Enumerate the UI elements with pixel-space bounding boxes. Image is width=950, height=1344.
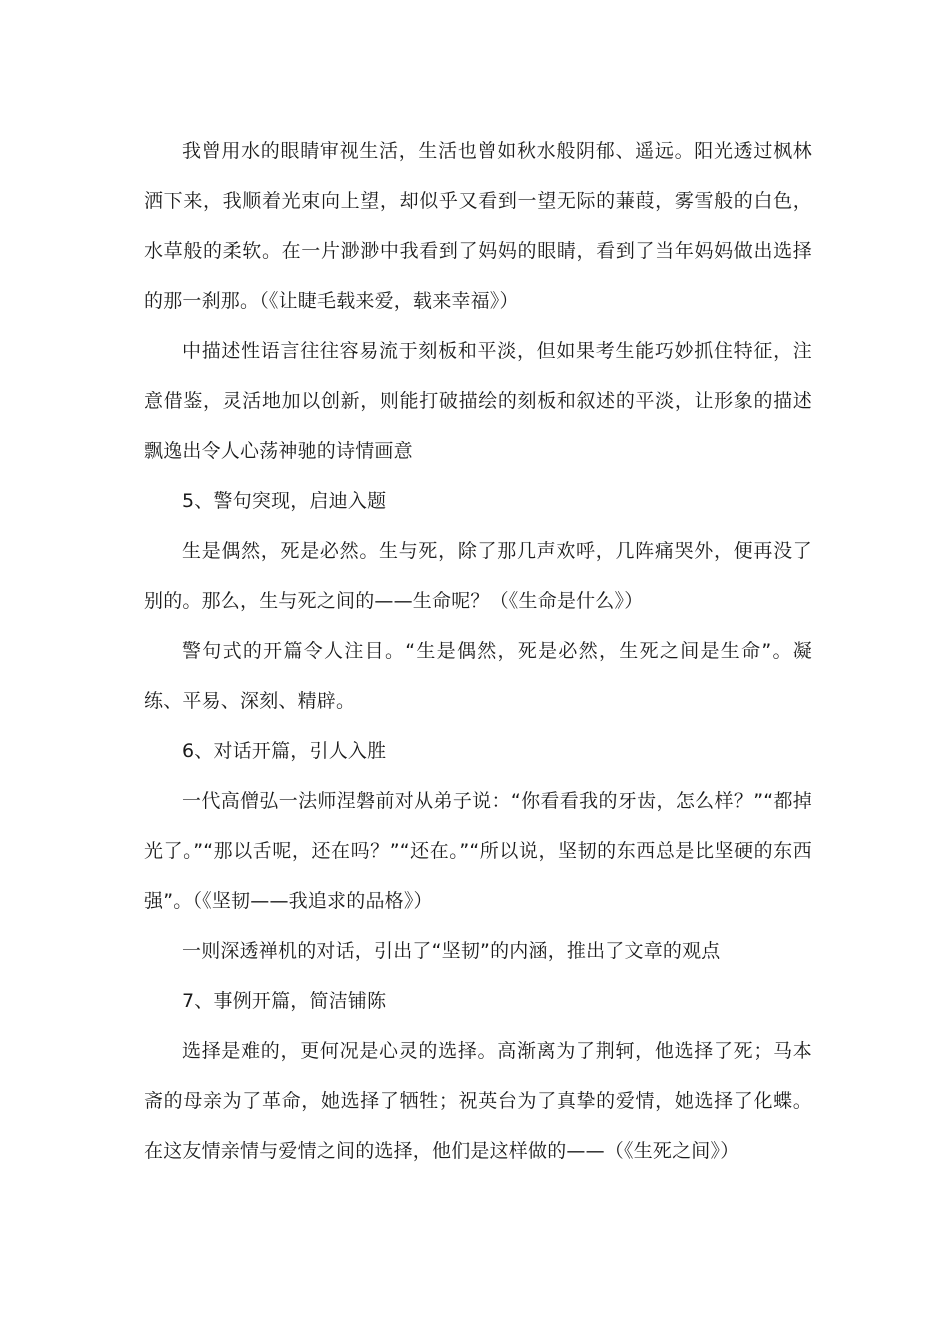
paragraph-life-and-death: 生是偶然，死是必然。生与死，除了那几声欢呼，几阵痛哭外，便再没了别的。那么，生与死之间的——生命呢？（《生命是什么》） [144,540,812,612]
paragraph-dialogue-comment: 一则深透禅机的对话，引出了“坚韧”的内涵，推出了文章的观点 [182,940,721,962]
heading-dialogue-opening: 6、对话开篇，引人入胜 [182,740,387,762]
heading-aphorism-opening: 5、警句突现，启迪入题 [182,490,387,512]
paragraph-mother-eyes: 我曾用水的眼睛审视生活，生活也曾如秋水般阴郁、遥远。阳光透过枫林洒下来，我顺着光束向上望，却似乎又看到一望无际的蒹葭，雾雪般的白色，水草般的柔软。在一片渺渺中我看到了妈妈的眼睛，看到了当年妈妈做出选择的那一刹那。（《让睫毛载来爱，载来幸福》） [144,140,812,312]
paragraph-descriptive-language: 中描述性语言往往容易流于刻板和平淡，但如果考生能巧妙抓住特征，注意借鉴，灵活地加以创新，则能打破描绘的刻板和叙述的平淡，让形象的描述飘逸出令人心荡神驰的诗情画意 [144,340,812,462]
document-body [144,126,812,1176]
heading-example-opening: 7、事例开篇，简洁铺陈 [182,990,387,1012]
paragraph-choice-examples: 选择是难的，更何况是心灵的选择。高渐离为了荆轲，他选择了死；马本斋的母亲为了革命，她选择了牺牲；祝英台为了真挚的爱情，她选择了化蝶。在这友情亲情与爱情之间的选择，他们是这样做的——（《生死之间》） [144,1040,812,1162]
paragraph-aphorism-comment: 警句式的开篇令人注目。“生是偶然，死是必然，生死之间是生命”。凝练、平易、深刻、精辟。 [144,640,812,712]
paragraph-monk-dialogue: 一代高僧弘一法师涅磐前对从弟子说：“你看看我的牙齿，怎么样？”“都掉光了。”“那以舌呢，还在吗？”“还在。”“所以说，坚韧的东西总是比坚硬的东西强”。（《坚韧——我追求的品格》） [144,790,812,912]
